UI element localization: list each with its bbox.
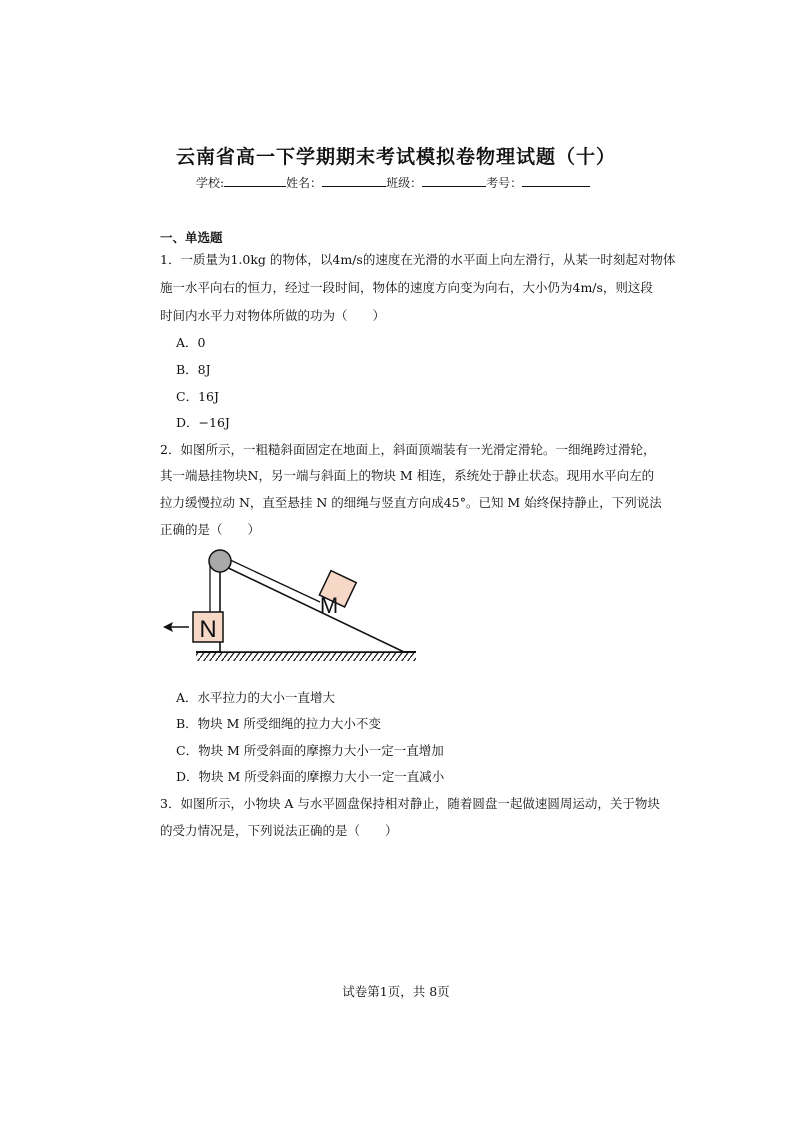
class-label: 班级： <box>386 176 423 190</box>
page-footer: 试卷第1页，共 8页 <box>342 984 450 999</box>
school-blank[interactable] <box>224 174 286 187</box>
incline <box>220 564 404 652</box>
name-blank[interactable] <box>322 174 386 187</box>
question-1-option-a: A．0 <box>176 335 206 350</box>
block-m-label: M <box>319 593 339 618</box>
exam-number-blank[interactable] <box>522 174 590 187</box>
question-2-option-c: C．物块 M 所受斜面的摩擦力大小一定一直增加 <box>176 743 444 758</box>
exam-title: 云南省高一下学期期末考试模拟卷物理试题（十） <box>175 146 616 168</box>
incline-pulley-diagram <box>158 546 422 670</box>
question-2-option-d: D．物块 M 所受斜面的摩擦力大小一定一直减小 <box>176 769 445 784</box>
question-2-line-4: 正确的是（ ） <box>160 522 261 537</box>
question-1-option-c: C．16J <box>176 389 219 404</box>
pulley-icon <box>209 550 231 572</box>
question-3-line-2: 的受力情况是，下列说法正确的是（ ） <box>160 823 398 838</box>
question-1-option-b: B．8J <box>176 362 211 377</box>
student-info-line <box>196 174 590 191</box>
question-1-option-d: D．−16J <box>176 415 230 430</box>
block-n-label: N <box>199 616 217 643</box>
class-blank[interactable] <box>422 174 486 187</box>
question-1-line-3: 时间内水平力对物体所做的功为（ ） <box>160 308 386 323</box>
question-2-line-2: 其一端悬挂物块N，另一端与斜面上的物块 M 相连，系统处于静止状态。现用水平向左的 <box>160 468 655 483</box>
question-1-line-2: 施一水平向右的恒力，经过一段时间，物体的速度方向变为向右，大小仍为4m/s，则这段 <box>160 280 653 295</box>
exam-number-label: 考号： <box>486 176 523 190</box>
name-label: 姓名： <box>286 176 323 190</box>
question-2-line-3: 拉力缓慢拉动 N，直至悬挂 N 的细绳与竖直方向成45°。已知 M 始终保持静止，下列说法 <box>160 495 662 510</box>
section-title: 一、单选题 <box>160 230 223 245</box>
question-2-line-1: 2．如图所示，一粗糙斜面固定在地面上，斜面顶端装有一光滑定滑轮。一细绳跨过滑轮， <box>160 442 656 457</box>
question-1-line-1: 1．一质量为1.0kg 的物体，以4m/s的速度在光滑的水平面上向左滑行，从某一时刻起对物体 <box>160 252 676 267</box>
school-label: 学校: <box>196 176 225 190</box>
ground <box>196 652 416 661</box>
question-2-option-a: A．水平拉力的大小一直增大 <box>176 690 336 705</box>
question-3-line-1: 3．如图所示，小物块 A 与水平圆盘保持相对静止，随着圆盘一起做速圆周运动，关于物块 <box>160 796 660 811</box>
question-2-option-b: B．物块 M 所受细绳的拉力大小不变 <box>176 716 381 731</box>
